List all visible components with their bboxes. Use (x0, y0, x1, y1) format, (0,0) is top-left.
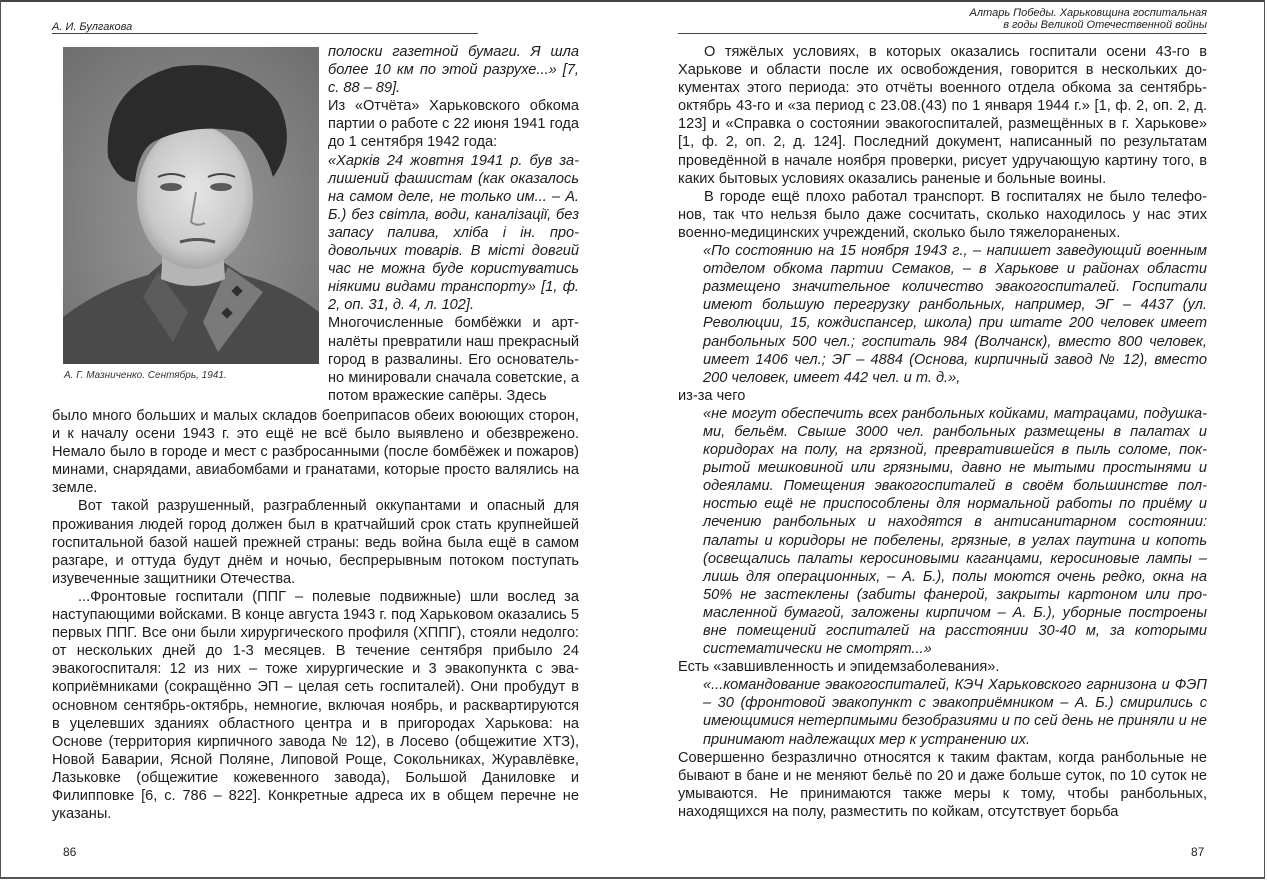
paragraph: Совершенно безразлично относятся к таким фактам, когда ранбольные не бывают в бане и не меняют бельё по 20 и даже больше суток, по 10 суток не умываются. Не принимаются также меры к тому, чтобы ранбольных, находящихся на полу, разместить по койкам, отсутствует борьба (678, 749, 1207, 820)
running-head-line: в годы Великой Отечественной войны (1003, 18, 1207, 31)
paragraph: Вот такой разрушенный, разграбленный оккупантами и опасный для проживания людей город должен был в кратчайший срок стать крупнейшей госпитальной базой нашей прежней страны: ведь война была ещё в самом разгаре, и оттуда будут днём и ночью, беспрерывным потоком поступать изувеченные защитники Отечества. (52, 498, 579, 587)
running-head-line: Алтарь Победы. Харьковщина госпитальная (969, 7, 1207, 19)
figure (63, 47, 319, 381)
right-page (634, 2, 1266, 877)
page-number: 86 (63, 845, 77, 859)
paragraph: полоски газетной бумаги. Я шла более 10 км по этой разрухе...» [7, с. 88 – 89]. (328, 44, 579, 97)
paragraph: В городе ещё плохо работал транспорт. В госпиталях не было телефонов, так что нельзя было даже сосчитать, сколько находилось у нас этих военно-медицинских учреждений, сколько было тяжелораненых. (678, 188, 1207, 241)
paragraph: из-за чего (678, 387, 746, 404)
paragraph: было много больших и малых складов боеприпасов обеих воюющих сторон, и к началу осени 1943 г. это ещё не всё было выявлено и обезврежено. Немало было в городе и мест с разбросанными (после бомбёжек и пожаров) минами, снарядами, авиабомбами и гранатами, которые просто валялись на земле. (52, 408, 579, 497)
paragraph: ...Фронтовые госпитали (ППГ – полевые подвижные) шли вослед за наступающими войсками. В конце августа 1943 г. под Харьковом оказались 5 первых ППГ. Все они были хирургического профиля (ХППГ), стояли недолго: от нескольких дней до 1-3 месяцев. В течение сентября прибыло 24 эвакогоспиталя: 12 из них – тоже хирургические и 3 эвакопункта с эвакоприёмниками (сокращённо ЭП – целая сеть госпиталей). Они пробудут в основном сентябрь-октябрь, немногие, включая ноябрь, и расквартируются в уцелевших зданиях областного центра и в пригородах Харькова: на Основе (территория кирпичного завода № 12), в Лосево (общежитие ХТЗ), Новой Баварии, Ясной Поляне, Липовой Роще, Сокольниках, Журавлёвке, Лазьковке (общежитие кожевенного завода), Большой Даниловке и Филипповке [6, с. 786 – 822]. Конкретные адреса их в общем перечне не указаны. (52, 588, 579, 823)
paragraph: Из «Отчёта» Харьковского обкома партии о работе с 22 июня 1941 года до 1 сентября 1942 года: (328, 98, 579, 151)
portrait-photo (63, 47, 319, 364)
portrait-illustration (63, 47, 319, 364)
paragraph: Многочисленные бомбёжки и артналёты превратили наш прекрасный город в развалины. Его основательно минировали сначала советские, а потом вражеские сапёры. Здесь (328, 315, 579, 404)
paragraph: О тяжёлых условиях, в которых оказались госпитали осени 43-го в Харькове и области после их освобождения, говорится в нескольких документах этого периода: это отчёты военного отдела обкома за сентябрь-октябрь 43-го и «за период с 23.08.(43) по 1 января 1944 г.» [1, ф. 2, оп. 2, д. 123] и «Справка о состоянии эвакогоспиталей, размещённых в г. Харькове» [1, ф. 2, оп. 2, д. 124]. Последний документ, написанный по результатам проведённой в начале ноября проверки, рисует удручающую картину того, в каких бытовых условиях оказались раненые и больные воины. (678, 44, 1207, 187)
photo-caption: А. Г. Мазниченко. Сентябрь, 1941. (64, 370, 227, 381)
full-text-column (52, 407, 579, 823)
quote-paragraph: «...командование эвакогоспиталей, КЭЧ Харьковского гарнизона и ФЭП – 30 (фронтовой эвакопункт с эвакоприёмником – А. Б.) смирились с имеющимися нетерпимыми безобразиями и по сей день не приняли и не принимают надлежащих мер к устранению их. (703, 677, 1207, 748)
full-text-column (678, 43, 1207, 821)
narrow-text-column (328, 43, 579, 405)
running-head-title (678, 8, 1207, 34)
quote-paragraph: «не могут обеспечить всех ранбольных койками, матрацами, подушками, бельём. Свыше 3000 чел. ранбольных размещены в палатах и коридорах на полу, на грязной, превратившейся в пыль соломе, покрытой мешковиной или грязными, давно не мытыми простынями и одеялами. Помещения эвакогоспиталей в своём большинстве полностью ещё не приспособлены для нормальной работы по приёму и лечению ранбольных и находятся в антисанитарном состоянии: палаты и коридоры не побелены, грязные, в углах паутина и копоть (освещались палаты керосиновыми каганцами, керосиновые лампы – лишь для операционных, – А. Б.), полы моются очень редко, окна на 50% не застеклены (забиты фанерой, закрыты картоном или промасленной бумагой, заложены кирпичом – А. Б.), уборные построены вне помещений госпиталей на расстоянии 30-40 м, за которыми систематически не смотрят...» (703, 405, 1207, 658)
quote-paragraph: «Харків 24 жовтня 1941 р. був залишений фашистам (как оказалось на самом деле, не только им... – А. Б.) без світла, води, каналізації, без запасу палива, хліба і ін. продовольчих товарів. В місті довгий час не можна буде користуватись ніякими видами транспорту» [1, ф. 2, оп. 31, д. 4, л. 102]. (328, 152, 579, 314)
left-page (1, 2, 634, 877)
quote-paragraph: «По состоянию на 15 ноября 1943 г., – напишет заведующий военным отделом обкома партии Семаков, – в Харькове и районах области размещено значительное количество эвакогоспиталей. Госпитали имеют большую перегрузку ранбольных, например, ЭГ – 4437 (ул. Революции, 15, кождиспансер, школа) при штате 200 человек имеет ранбольных 500 чел.; госпиталь 984 (Волчанск), вместо 800 человек, имеет 1406 чел.; ЭГ – 4884 (Основа, кирпичный завод № 12), вместо 200 человек, имеет 442 чел. и т. д.», (703, 243, 1207, 386)
running-head-author: А. И. Булгакова (52, 19, 478, 34)
paragraph: Есть «завшивленность и эпидемзаболевания». (678, 659, 1000, 676)
page-number: 87 (1191, 845, 1205, 859)
